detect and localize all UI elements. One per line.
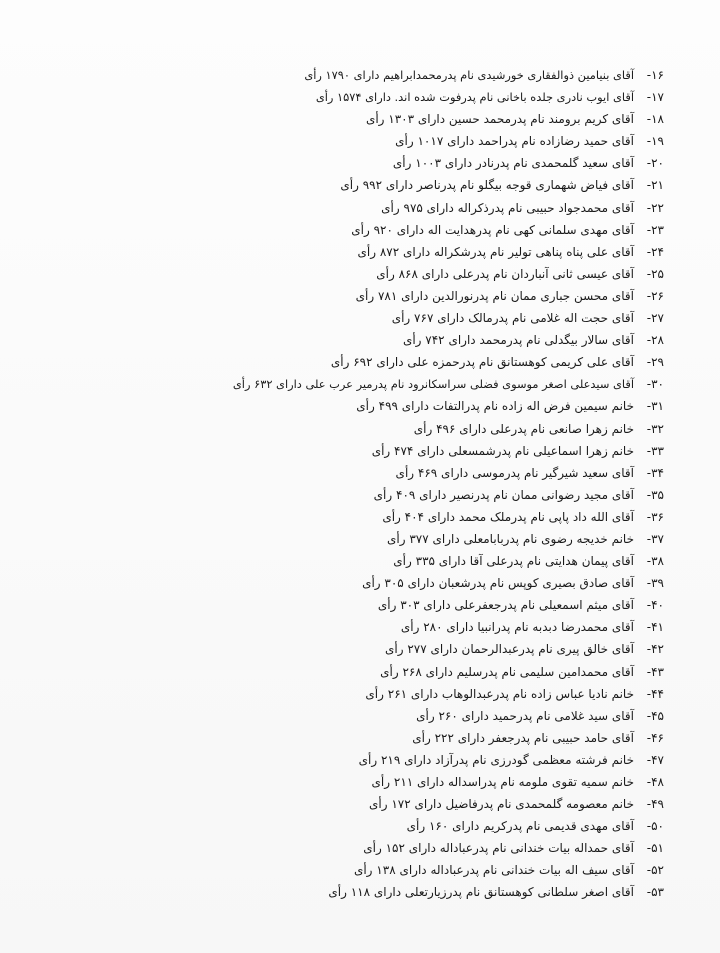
item-number: ۲۰- — [646, 156, 664, 171]
item-number: ۳۱- — [646, 399, 664, 414]
item-text: آقای مجید رضوانی ممان نام پدرنصیر دارای ۴۰۹ رأی — [373, 487, 634, 502]
item-number: ۳۷- — [646, 531, 664, 546]
list-item — [204, 528, 664, 550]
item-number: ۴۱- — [646, 620, 664, 635]
item-text: آقای سید غلامی نام پدرحمید دارای ۲۶۰ رأی — [416, 708, 634, 723]
item-text: آقای حجت اله غلامی نام پدرمالک دارای ۷۶۷ رأی — [391, 311, 634, 326]
item-text: آقای سعید شیرگیر نام پدرموسی دارای ۴۶۹ رأی — [395, 465, 634, 480]
list-item — [204, 484, 664, 506]
item-number: ۵۰- — [646, 819, 664, 834]
item-number: ۲۴- — [646, 244, 664, 259]
item-text: آقای حمید رضازاده نام پدراحمد دارای ۱۰۱۷ رأی — [395, 134, 634, 149]
item-text: آقای مهدی سلمانی کهی نام پدرهدایت اله دارای ۹۲۰ رأی — [351, 222, 634, 237]
item-text: آقای پیمان هدایتی نام پدرعلی آقا دارای ۳۳۵ رأی — [393, 554, 634, 569]
list-item — [204, 395, 664, 417]
list-item — [204, 683, 664, 705]
list-item — [204, 572, 664, 594]
item-number: ۳۵- — [646, 487, 664, 502]
item-text: آقای علی کریمی کوهستانق نام پدرحمزه علی دارای ۶۹۲ رأی — [330, 355, 634, 370]
item-text: آقای مهدی قدیمی نام پدرکریم دارای ۱۶۰ رأی — [406, 819, 634, 834]
list-item — [204, 462, 664, 484]
item-number: ۳۹- — [646, 576, 664, 591]
item-text: آقای اصغر سلطانی کوهستانق نام پدرزیارتعلی دارای ۱۱۸ رأی — [328, 885, 634, 900]
list-item — [204, 329, 664, 351]
item-text: آقای محمدرضا دبدبه نام پدرانبیا دارای ۲۸۰ رأی — [400, 620, 634, 635]
item-text: آقای سیدعلی اصغر موسوی فضلی سراسکانرود نام پدرمیر عرب علی دارای ۶۳۲ رأی — [232, 377, 634, 392]
item-number: ۱۹- — [646, 134, 664, 149]
list-item — [204, 86, 664, 108]
list-item — [204, 661, 664, 683]
item-number: ۵۳- — [646, 885, 664, 900]
list-item — [204, 197, 664, 219]
item-text: آقای حمداله بیات خندانی نام پدرعباداله دارای ۱۵۲ رأی — [363, 841, 634, 856]
item-number: ۲۸- — [646, 333, 664, 348]
item-text: آقای علی پناه پناهی تولیر نام پدرشکراله دارای ۸۷۲ رأی — [357, 244, 634, 259]
list-item — [204, 219, 664, 241]
item-text: آقای صادق بصیری کوپس نام پدرشعبان دارای ۳۰۵ رأی — [362, 576, 634, 591]
list-item — [204, 616, 664, 638]
item-text: آقای سالار بیگدلی نام پدرمحمد دارای ۷۴۲ رأی — [402, 333, 634, 348]
list-item — [204, 594, 664, 616]
item-number: ۴۶- — [646, 730, 664, 745]
item-number: ۴۲- — [646, 642, 664, 657]
item-text: آقای کریم برومند نام پدرمحمد حسین دارای ۱۳۰۳ رأی — [365, 112, 634, 127]
list-item — [204, 859, 664, 881]
item-number: ۴۸- — [646, 775, 664, 789]
list-item — [204, 285, 664, 307]
list-item — [204, 793, 664, 815]
item-number: ۲۳- — [646, 222, 664, 237]
item-text: آقای عیسی ثانی آنباردان نام پدرعلی دارای ۸۶۸ رأی — [376, 266, 634, 281]
item-text: خانم خدیجه رضوی نام پدربابامعلی دارای ۳۷۷ رأی — [386, 531, 634, 546]
item-number: ۲۵- — [646, 266, 664, 281]
candidate-vote-list — [204, 64, 664, 904]
list-item — [204, 837, 664, 859]
list-item — [204, 815, 664, 837]
item-number: ۲۲- — [646, 200, 664, 215]
item-text: آقای محمدامین سلیمی نام پدرسلیم دارای ۲۶۸ رأی — [380, 664, 634, 679]
item-number: ۳۴- — [646, 465, 664, 480]
list-item — [204, 749, 664, 771]
item-number: ۱۶- — [646, 68, 664, 82]
list-item — [204, 550, 664, 572]
item-number: ۳۲- — [646, 421, 664, 436]
list-item — [204, 506, 664, 528]
item-text: آقای فیاض شهماری قوجه بیگلو نام پدرناصر دارای ۹۹۲ رأی — [340, 178, 634, 193]
item-text: خانم سمیه تقوی ملومه نام پدراسداله دارای ۲۱۱ رأی — [371, 775, 634, 789]
item-number: ۴۵- — [646, 708, 664, 723]
item-number: ۲۹- — [646, 355, 664, 370]
item-text: خانم زهرا اسماعیلی نام پدرشمسعلی دارای ۴۷۴ رأی — [371, 443, 634, 458]
item-number: ۴۳- — [646, 664, 664, 679]
item-text: خانم سیمین فرض اله زاده نام پدرالتفات دارای ۴۹۹ رأی — [356, 399, 634, 414]
list-item — [204, 351, 664, 373]
item-text: خانم زهرا صانعی نام پدرعلی دارای ۴۹۶ رأی — [413, 421, 634, 436]
list-item — [204, 130, 664, 152]
item-text: آقای الله داد پاپی نام پدرملک محمد دارای ۴۰۴ رأی — [382, 509, 634, 524]
item-number: ۲۱- — [646, 178, 664, 193]
item-number: ۳۸- — [646, 554, 664, 569]
list-item — [204, 108, 664, 130]
item-text: آقای حامد حبیبی نام پدرجعفر دارای ۲۲۲ رأی — [412, 730, 634, 745]
item-text: آقای ایوب نادری جلده باخانی نام پدرفوت شده اند. دارای ۱۵۷۴ رأی — [315, 90, 634, 105]
item-number: ۴۹- — [646, 797, 664, 812]
item-text: خانم نادیا عباس زاده نام پدرعبدالوهاب دارای ۲۶۱ رأی — [365, 686, 634, 701]
list-item — [204, 727, 664, 749]
item-text: خانم فرشته معظمی گودرزی نام پدرآزاد دارای ۲۱۹ رأی — [358, 752, 634, 767]
item-number: ۴۷- — [646, 752, 664, 767]
item-number: ۵۲- — [646, 863, 664, 878]
list-item — [204, 418, 664, 440]
item-text: آقای محمدجواد حبیبی نام پدرذکراله دارای ۹۷۵ رأی — [381, 200, 634, 215]
item-number: ۲۶- — [646, 288, 664, 303]
item-text: آقای محسن جباری ممان نام پدرنورالدین دارای ۷۸۱ رأی — [355, 288, 634, 303]
list-item — [204, 705, 664, 727]
list-item — [204, 373, 664, 395]
list-item — [204, 638, 664, 660]
item-text: آقای خالق پیری نام پدرعبدالرحمان دارای ۲۷۷ رأی — [385, 642, 634, 657]
item-number: ۳۰- — [646, 377, 664, 392]
item-number: ۳۶- — [646, 509, 664, 524]
list-item — [204, 152, 664, 174]
list-item — [204, 64, 664, 86]
item-text: آقای سعید گلمحمدی نام پدرنادر دارای ۱۰۰۳ رأی — [392, 156, 634, 171]
item-number: ۱۸- — [646, 112, 664, 127]
list-item — [204, 771, 664, 793]
item-number: ۴۰- — [646, 598, 664, 613]
item-text: خانم معصومه گلمحمدی نام پدرفاضیل دارای ۱۷۲ رأی — [368, 797, 634, 812]
list-item — [204, 440, 664, 462]
item-number: ۱۷- — [646, 90, 664, 105]
item-text: آقای سیف اله بیات خندانی نام پدرعباداله دارای ۱۳۸ رأی — [353, 863, 634, 878]
list-item — [204, 241, 664, 263]
list-item — [204, 307, 664, 329]
item-number: ۲۷- — [646, 311, 664, 326]
list-item — [204, 881, 664, 903]
item-number: ۳۳- — [646, 443, 664, 458]
item-text: آقای بنیامین ذوالفقاری خورشیدی نام پدرمحمدابراهیم دارای ۱۷۹۰ رأی — [304, 68, 634, 82]
item-number: ۵۱- — [646, 841, 664, 856]
list-item — [204, 263, 664, 285]
item-text: آقای میثم اسمعیلی نام پدرجعفرعلی دارای ۳۰۳ رأی — [377, 598, 634, 613]
item-number: ۴۴- — [646, 686, 664, 701]
list-item — [204, 174, 664, 196]
